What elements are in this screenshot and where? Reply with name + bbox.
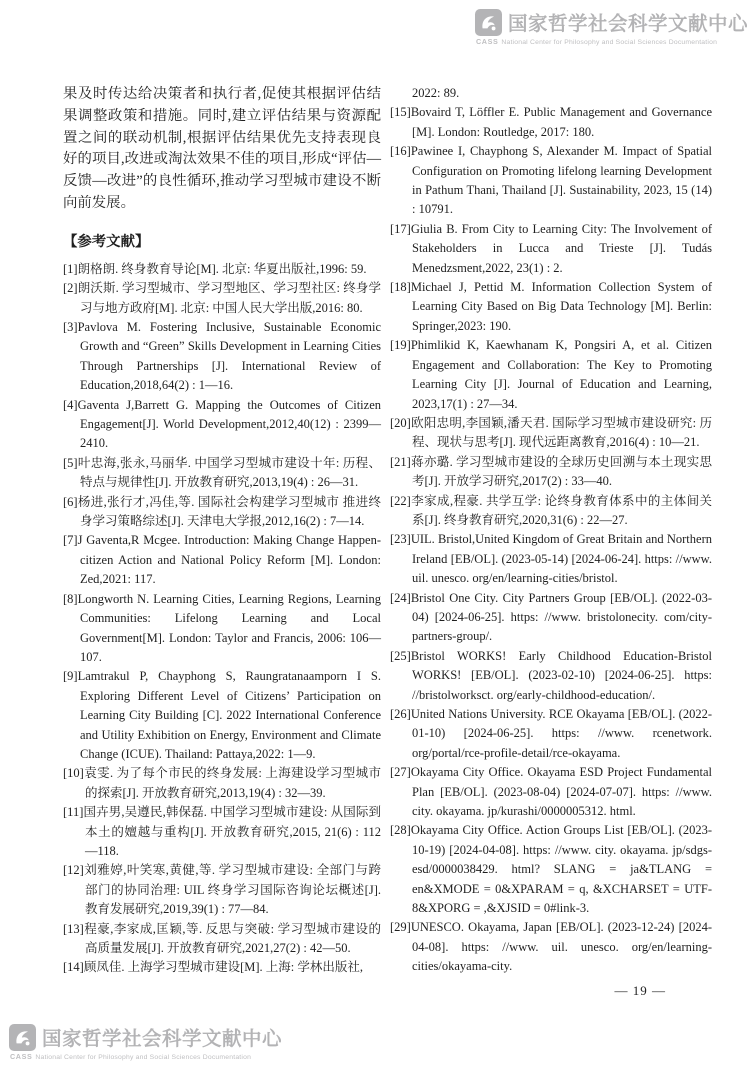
footer-logo [8, 1023, 282, 1061]
body-paragraph: 果及时传达给决策者和执行者,促使其根据评估结果调整政策和措施。同时,建立评估结果与资源配置之间的联动机制,根据评估结果优先支持表现良好的项目,改进或淘汰效果不佳的项目,形成“评估—反馈—改进”的良性循环,推动学习型城市建设不断向前发展。 [63, 86, 381, 211]
reference-item: [11]国卉男,吴遵民,韩保磊. 中国学习型城市建设: 从国际到本土的嬗越与重构[J]. 开放教育研究,2015, 21(6) : 112—118. [63, 805, 381, 858]
right-column [390, 84, 712, 999]
cass-logo-icon [474, 9, 503, 36]
reference-item: [10]袁雯. 为了每个市民的终身发展: 上海建设学习型城市的探索[J]. 开放教育研究,2013,19(4) : 32—39. [63, 766, 381, 800]
reference-item: [8]Longworth N. Learning Cities, Learning Regions, Learning Communities: Lifelong Learning and Local Government[M]. London: Taylor and Francis, 2006: 106—107. [63, 591, 381, 664]
reference-item: [5]叶忠海,张永,马丽华. 中国学习型城市建设十年: 历程、特点与规律性[J]. 开放教育研究,2013,19(4) : 26—31. [63, 455, 381, 490]
header-logo [474, 8, 748, 46]
reference-item: [28]Okayama City Office. Action Groups List [EB/OL]. (2023-10-19) [2024-04-08]. https: //www. city. okayama. jp/sdgs-esd/0000038429. html? SLANG = ja&TLANG = en&XMODE = 0&XPARAM = q, &XCHARSET = UTF-8&XPORG = ,&XJSID = 0#link-3. [390, 823, 712, 916]
reference-item: [27]Okayama City Office. Okayama ESD Project Fundamental Plan [EB/OL]. (2023-08-04) [2024-07-07]. https: //www. city. okayama. jp/kurashi/0000005312. html. [390, 765, 712, 819]
reference-item: [7]J Gaventa,R Mcgee. Introduction: Making Change Happen-citizen Action and National Policy Reform [M]. London: Zed,2021: 117. [63, 533, 381, 587]
footer-logo-title: 国家哲学社会科学文献中心 [42, 1028, 283, 1050]
reference-item: [13]程豪,李家成,匡颖,等. 反思与突破: 学习型城市建设的高质量发展[J]. 开放教育研究,2021,27(2) : 42—50. [63, 921, 381, 955]
reference-item: [9]Lamtrakul P, Chayphong S, Raungratanaamporn I S. Exploring Different Level of Citizens’ Participation on Learning City Building [C]. 2022 International Conference and Utility Exhibition on Energy, Environment and Climate Change (ICUE). Thailand: Pattaya,2022: 1—9. [63, 669, 381, 761]
cass-abbr: CASS [10, 1052, 33, 1061]
reference-item: [2]朗沃斯. 学习型城市、学习型地区、学习型社区: 终身学习与地方政府[M]. 北京: 中国人民大学出版,2016: 80. [63, 281, 381, 315]
reference-item: [20]欧阳忠明,李国颖,潘天君. 国际学习型城市建设研究: 历程、现状与思考[J]. 现代远距离教育,2016(4) : 10—21. [390, 415, 712, 450]
reference-item: [6]杨进,张行才,冯佳,等. 国际社会构建学习型城市 推进终身学习策略综述[J]. 天津电大学报,2012,16(2) : 7—14. [63, 494, 381, 529]
reference-item: [3]Pavlova M. Fostering Inclusive, Sustainable Economic Growth and “Green” Skills Development in Learning Cities Through Partnerships [J]. International Review of Education,2018,64(2) : 1—16. [63, 320, 381, 393]
reference-item: [16]Pawinee I, Chayphong S, Alexander M. Impact of Spatial Configuration on Promoting lifelong learning Development in Pathum Thani, Thailand [J]. Sustainability, 2023, 15 (14) : 10791. [390, 144, 712, 217]
reference-item: [17]Giulia B. From City to Learning City: The Involvement of Stakeholders in Lucca and Trieste [J]. Tudás Menedzsment,2022, 23(1) : 2. [390, 221, 712, 275]
reference-item: [18]Michael J, Pettid M. Information Collection System of Learning City Based on Big Data Technology [M]. Berlin: Springer,2023: 190. [390, 280, 712, 333]
reference-item: [25]Bristol WORKS! Early Childhood Education-Bristol WORKS! [EB/OL]. (2023-02-10) [2024-06-25]. https: //bristolworksct. org/early-childhood-education/. [390, 648, 712, 702]
footer-logo-caption: CASS National Center for Philosophy and Social Sciences Documentation [10, 1052, 252, 1061]
cass-logo-icon [8, 1024, 37, 1051]
reference-item: [24]Bristol One City. City Partners Group [EB/OL]. (2022-03-04) [2024-06-25]. https: //www. bristolonecity. com/city-partners-group/. [390, 590, 712, 644]
left-column [63, 84, 381, 978]
reference-item: [26]United Nations University. RCE Okayama [EB/OL]. (2022-01-10) [2024-06-25]. https: //www. rcenetwork. org/portal/rce-profile-detail/rce-okayama. [390, 707, 712, 760]
reference-item: [22]李家成,程豪. 共学互学: 论终身教育体系中的主体间关系[J]. 终身教育研究,2020,31(6) : 22—27. [390, 493, 712, 527]
reference-item: [1]朗格朗. 终身教育导论[M]. 北京: 华夏出版社,1996: 59. [63, 261, 367, 276]
reference-item: [12]刘雅婷,叶笑寒,黄健,等. 学习型城市建设: 全部门与跨部门的协同治理: UIL 终身学习国际咨询论坛概述[J]. 教育发展研究,2019,39(1) : 77—84. [63, 863, 381, 917]
reference-item: [15]Bovaird T, Löffler E. Public Management and Governance [M]. London: Routledge, 2017: 180. [390, 105, 712, 139]
reference-item: [23]UIL. Bristol,United Kingdom of Great Britain and Northern Ireland [EB/OL]. (2023-05-14) [2024-06-24]. https: //www. uil. unesco. org/en/learning-cities/bristol. [390, 532, 712, 586]
cass-abbr: CASS [475, 37, 499, 46]
reference-item: [21]蒋亦璐. 学习型城市建设的全球历史回溯与本土现实思考[J]. 开放学习研究,2017(2) : 33—40. [390, 454, 712, 489]
references-heading: 【参考文献】 [63, 233, 150, 250]
header-logo-title: 国家哲学社会科学文献中心 [507, 13, 748, 35]
reference-continuation: 2022: 89. [412, 86, 460, 100]
reference-item: [4]Gaventa J,Barrett G. Mapping the Outcomes of Citizen Engagement[J]. World Development,2012,40(12) : 2399—2410. [63, 397, 381, 451]
reference-item: [14]顾凤佳. 上海学习型城市建设[M]. 上海: 学林出版社, [63, 960, 363, 975]
reference-item: [29]UNESCO. Okayama, Japan [EB/OL]. (2023-12-24) [2024-04-08]. https: //www. uil. unesco. org/en/learning-cities/okayama-city. [390, 920, 712, 974]
page-number: — 19 — [614, 982, 666, 998]
header-logo-caption: CASS National Center for Philosophy and Social Sciences Documentation [475, 37, 718, 46]
reference-item: [19]Phimlikid K, Kaewhanam K, Pongsiri A, et al. Citizen Engagement and Collaboration: The Key to Promoting Learning City [J]. Journal of Education and Learning, 2023,17(1) : 27—34. [390, 338, 712, 411]
